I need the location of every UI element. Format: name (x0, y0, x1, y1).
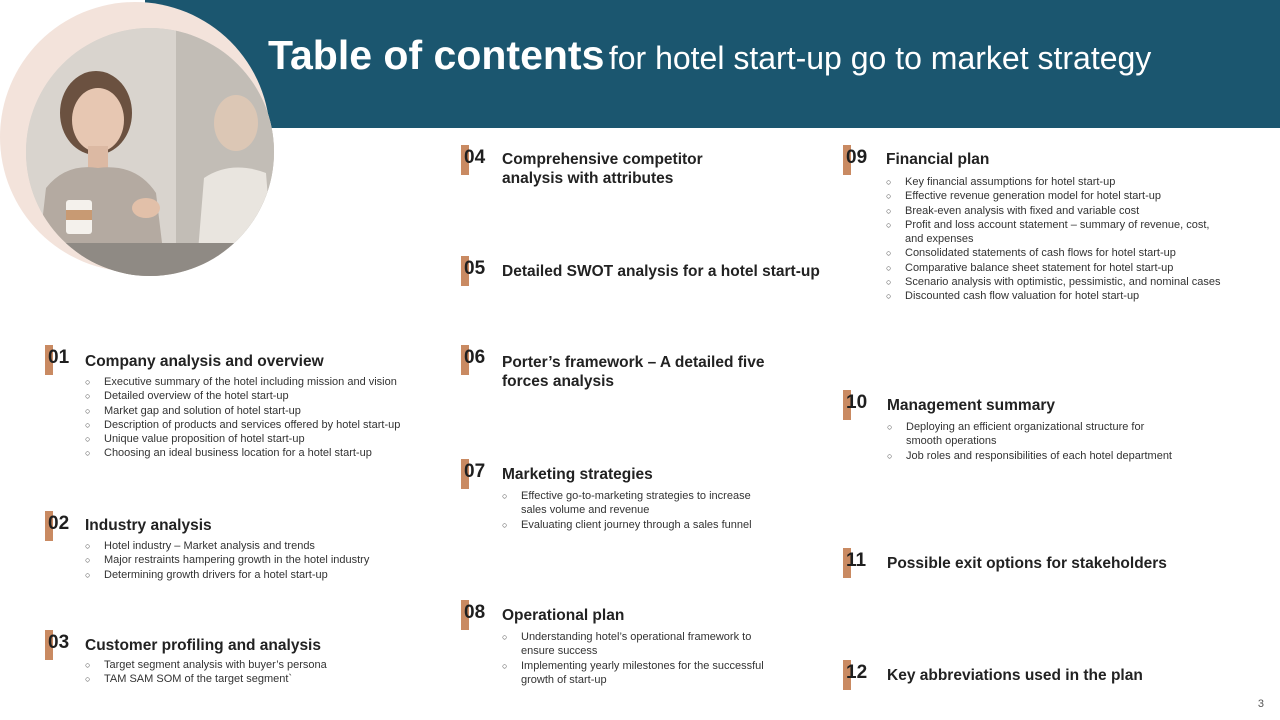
section-title: Detailed SWOT analysis for a hotel start-up (502, 263, 820, 280)
section-number: 07 (464, 461, 486, 482)
section-number: 12 (846, 662, 868, 683)
page-title (268, 32, 1151, 79)
list-item-line: ○ Effective go-to-marketing strategies to increase (521, 490, 751, 502)
list-item: ○ Executive summary of the hotel including mission and vision (85, 375, 485, 389)
section-number: 09 (846, 147, 868, 168)
list-item (887, 420, 1247, 449)
list-item: ○ TAM SAM SOM of the target segment` (85, 672, 485, 686)
section-number: 03 (48, 632, 70, 653)
page-number: 3 (1257, 698, 1264, 710)
bullet-list (85, 375, 485, 461)
list-item: ○ Key financial assumptions for hotel start-up (886, 175, 1271, 189)
section-title-line: Porter’s framework – A detailed five (502, 354, 765, 371)
section-title: Company analysis and overview (85, 353, 324, 370)
list-item: ○ Discounted cash flow valuation for hotel start-up (886, 289, 1271, 303)
section-title-line: forces analysis (502, 373, 615, 390)
list-item: ○ Scenario analysis with optimistic, pessimistic, and nominal cases (886, 275, 1271, 289)
list-item-line: ○ Understanding hotel’s operational framework to (521, 631, 752, 643)
list-item: ○ Unique value proposition of hotel start-up (85, 432, 485, 446)
business-meeting-photo (26, 28, 274, 276)
list-item (502, 489, 802, 518)
list-item (886, 218, 1271, 247)
list-item: ○ Comparative balance sheet statement for hotel start-up (886, 261, 1271, 275)
list-item-line: sales volume and revenue (521, 504, 650, 517)
section-title (502, 150, 703, 188)
list-item: ○ Description of products and services offered by hotel start-up (85, 418, 485, 432)
bullet-list (502, 489, 802, 532)
photo-illustration (26, 28, 274, 276)
section-title: Key abbreviations used in the plan (887, 667, 1143, 684)
section-number: 05 (464, 258, 486, 279)
list-item (502, 659, 812, 688)
section-title: Industry analysis (85, 517, 212, 534)
list-item: ○ Choosing an ideal business location for a hotel start-up (85, 446, 485, 460)
list-item: ○ Determining growth drivers for a hotel start-up (85, 568, 485, 582)
section-title: Financial plan (886, 151, 990, 168)
section-title: Possible exit options for stakeholders (887, 555, 1167, 572)
bullet-list (502, 630, 812, 687)
bullet-list (886, 175, 1271, 304)
list-item: ○ Consolidated statements of cash flows for hotel start-up (886, 246, 1271, 260)
bullet-list (887, 420, 1247, 463)
list-item: ○ Detailed overview of the hotel start-up (85, 389, 485, 403)
section-number: 08 (464, 602, 486, 623)
list-item: ○ Target segment analysis with buyer’s persona (85, 658, 485, 672)
list-item-line: ensure success (521, 645, 598, 658)
section-number: 01 (48, 347, 70, 368)
list-item: ○ Major restraints hampering growth in the hotel industry (85, 553, 485, 567)
list-item: ○ Hotel industry – Market analysis and trends (85, 539, 485, 553)
list-item: ○ Evaluating client journey through a sales funnel (502, 518, 802, 532)
list-item-line: growth of start-up (521, 673, 607, 686)
list-item-line: ○ Implementing yearly milestones for the successful (521, 659, 764, 672)
title-light: for hotel start-up go to market strategy (608, 40, 1152, 76)
list-item (502, 630, 812, 659)
section-title-line: Comprehensive competitor (502, 151, 703, 168)
section-title: Operational plan (502, 607, 625, 624)
list-item-line: smooth operations (906, 435, 997, 448)
bullet-list (85, 539, 485, 582)
section-number: 02 (48, 513, 70, 534)
section-number: 06 (464, 347, 486, 368)
section-title (502, 353, 764, 391)
list-item-line: ○ Profit and loss account statement – summary of revenue, cost, (905, 218, 1210, 231)
section-number: 11 (846, 550, 867, 571)
list-item-line: and expenses (905, 233, 974, 246)
section-title-line: analysis with attributes (502, 170, 674, 187)
section-title: Customer profiling and analysis (85, 637, 321, 654)
list-item: ○ Market gap and solution of hotel start-up (85, 404, 485, 418)
section-title: Marketing strategies (502, 466, 653, 483)
section-number: 04 (464, 147, 486, 168)
list-item: ○ Effective revenue generation model for hotel start-up (886, 189, 1271, 203)
title-bold: Table of contents (268, 32, 605, 78)
list-item: ○ Job roles and responsibilities of each hotel department (887, 449, 1247, 463)
bullet-list (85, 658, 485, 687)
list-item: ○ Break-even analysis with fixed and variable cost (886, 204, 1271, 218)
list-item-line: ○ Deploying an efficient organizational structure for (906, 421, 1145, 433)
section-number: 10 (846, 392, 868, 413)
section-title: Management summary (887, 397, 1055, 414)
